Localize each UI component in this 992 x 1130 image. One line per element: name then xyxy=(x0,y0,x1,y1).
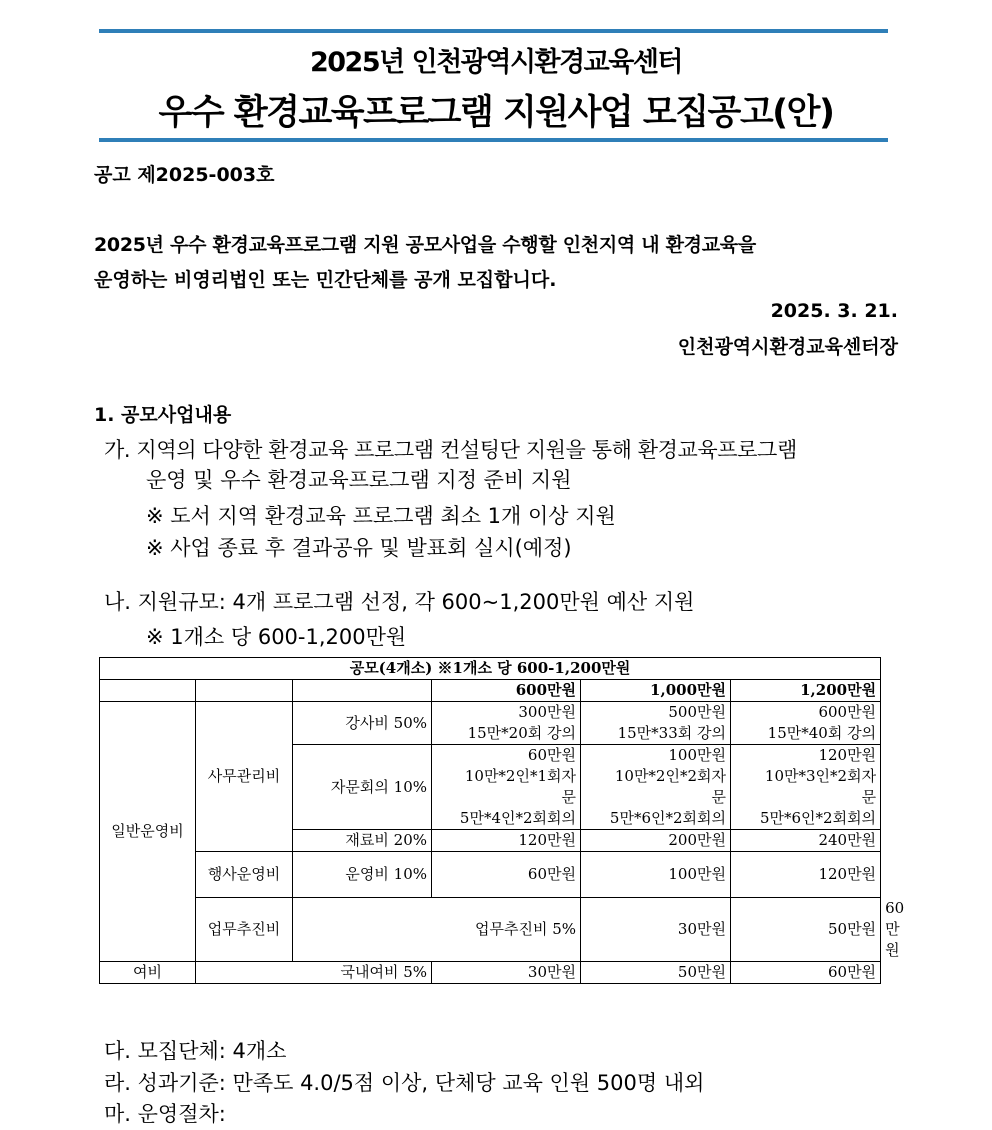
group-business: 업무추진비 xyxy=(196,898,293,962)
budget-table xyxy=(99,657,905,984)
table-cell: 100만원 10만*2인*2회자 문 5만*6인*2회회의 xyxy=(581,745,731,830)
table-caption-row xyxy=(100,658,881,680)
table-cell: 240만원 xyxy=(731,830,881,852)
title-line-2: 우수 환경교육프로그램 지원사업 모집공고(안) xyxy=(158,93,834,133)
table-cell: 300만원 15만*20회 강의 xyxy=(432,702,581,745)
section-heading: 1. 공모사업내용 xyxy=(94,404,232,426)
table-row xyxy=(100,702,881,745)
table-cell: 200만원 xyxy=(581,830,731,852)
subgroup-event: 행사운영비 xyxy=(196,852,293,898)
item-ga-note-1: ※ 도서 지역 환경교육 프로그램 최소 1개 이상 지원 xyxy=(146,504,616,528)
item-ra-line: 라. 성과기준: 만족도 4.0/5점 이상, 단체당 교육 인원 500명 내외 xyxy=(104,1071,705,1095)
issuer: 인천광역시환경교육센터장 xyxy=(677,336,898,358)
row-item: 국내여비 5% xyxy=(196,962,432,984)
table-cell: 500만원 15만*33회 강의 xyxy=(581,702,731,745)
column-header: 1,000만원 xyxy=(581,680,731,702)
notice-number: 공고 제2025-003호 xyxy=(94,164,275,186)
item-ga-line-2: 운영 및 우수 환경교육프로그램 지정 준비 지원 xyxy=(146,468,572,492)
column-header: 1,200만원 xyxy=(731,680,881,702)
item-ga-line-1: 가. 지역의 다양한 환경교육 프로그램 컨설팅단 지원을 통해 환경교육프로그램 xyxy=(104,438,797,462)
table-cell: 50만원 xyxy=(581,962,731,984)
row-item: 운영비 10% xyxy=(293,852,432,898)
table-cell: 120만원 xyxy=(731,852,881,898)
table-cell: 50만원 xyxy=(731,898,881,962)
table-cell: 30만원 xyxy=(432,962,581,984)
header-top-rule xyxy=(99,29,888,33)
intro-line-1: 2025년 우수 환경교육프로그램 지원 공모사업을 수행할 인천지역 내 환경교육을 xyxy=(94,234,756,256)
column-header: 600만원 xyxy=(432,680,581,702)
item-ma-line: 마. 운영절차: xyxy=(104,1102,226,1126)
notice-date: 2025. 3. 21. xyxy=(770,300,898,322)
title-line-1: 2025년 인천광역시환경교육센터 xyxy=(309,47,683,78)
group-travel: 여비 xyxy=(100,962,196,984)
table-cell: 60만원 xyxy=(731,962,881,984)
header-bottom-rule xyxy=(99,138,888,142)
row-item: 강사비 50% xyxy=(293,702,432,745)
row-item: 재료비 20% xyxy=(293,830,432,852)
table-row xyxy=(100,962,881,984)
table-cell: 60만원 10만*2인*1회자 문 5만*4인*2회회의 xyxy=(432,745,581,830)
table-cell: 100만원 xyxy=(581,852,731,898)
row-item: 업무추진비 5% xyxy=(293,898,581,962)
row-item: 자문회의 10% xyxy=(293,745,432,830)
table-cell: 600만원 15만*40회 강의 xyxy=(731,702,881,745)
table-cell: 30만원 xyxy=(581,898,731,962)
group-general-operating: 일반운영비 xyxy=(100,702,196,962)
table-header-row xyxy=(100,680,881,702)
item-na-note: ※ 1개소 당 600-1,200만원 xyxy=(146,625,407,649)
table-row xyxy=(100,852,881,898)
table-cell: 120만원 xyxy=(432,830,581,852)
table-cell: 120만원 10만*3인*2회자 문 5만*6인*2회회의 xyxy=(731,745,881,830)
item-na-line: 나. 지원규모: 4개 프로그램 선정, 각 600~1,200만원 예산 지원 xyxy=(104,590,695,614)
table-row: 업무추진비 업무추진비 5% 30만원 50만원 60만원 xyxy=(100,898,881,962)
table-cell: 60만원 xyxy=(432,852,581,898)
table-caption: 공모(4개소) ※1개소 당 600-1,200만원 xyxy=(100,658,881,680)
item-da-line: 다. 모집단체: 4개소 xyxy=(104,1039,287,1063)
subgroup-office: 사무관리비 xyxy=(196,702,293,852)
item-ga-note-2: ※ 사업 종료 후 결과공유 및 발표회 실시(예정) xyxy=(146,536,572,560)
intro-line-2: 운영하는 비영리법인 또는 민간단체를 공개 모집합니다. xyxy=(94,269,557,291)
